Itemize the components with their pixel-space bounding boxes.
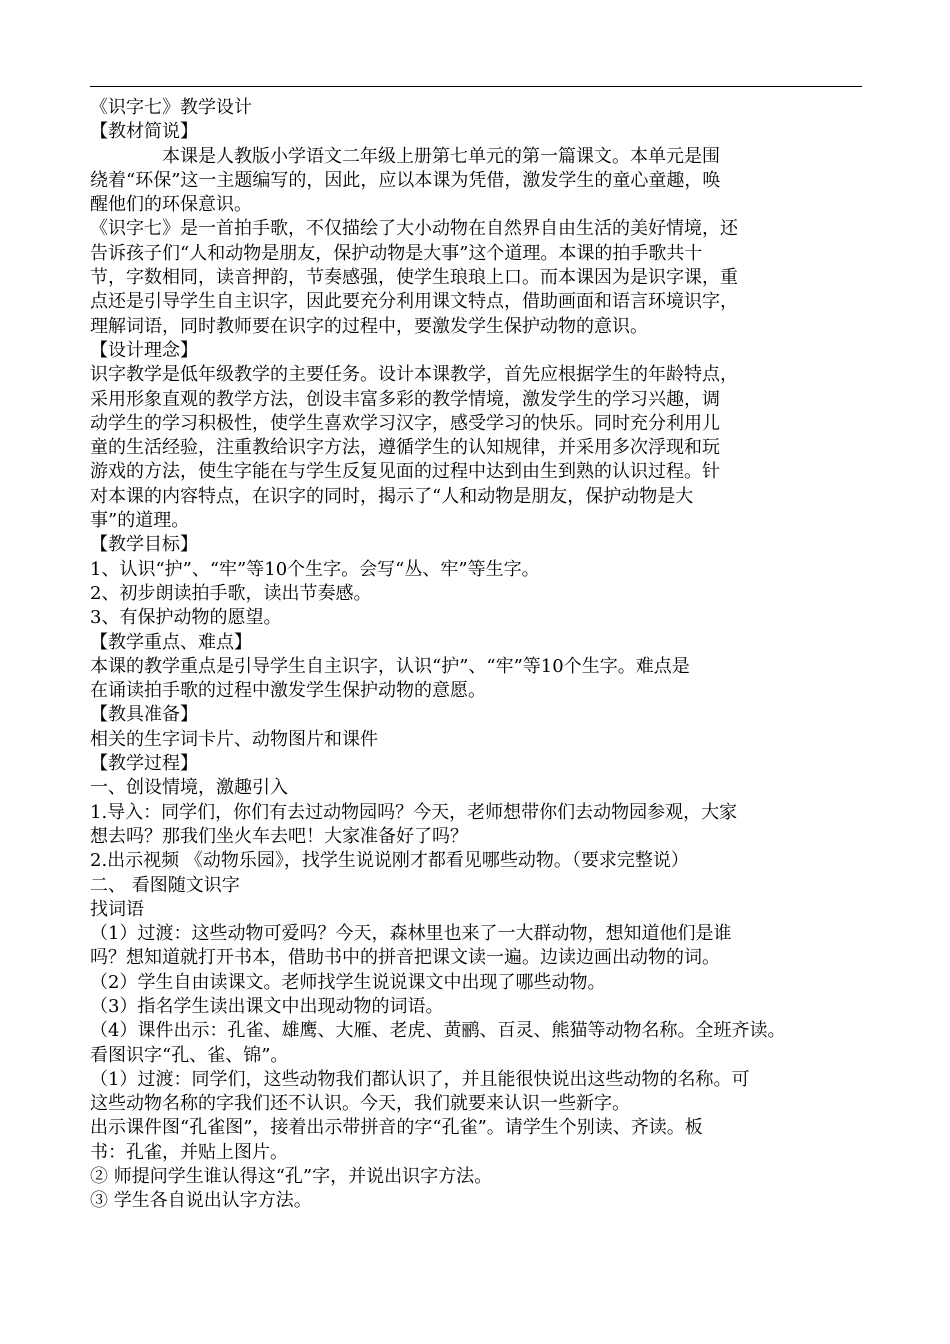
text-line: 1、认识“护”、“牢”等10个生字。会写“丛、牢”等生字。 [90, 558, 540, 580]
text-line: 3、有保护动物的愿望。 [90, 607, 282, 629]
text-line: （4）课件出示：孔雀、雄鹰、大雁、老虎、黄鹂、百灵、熊猫等动物名称。全班齐读。 [90, 1020, 786, 1042]
text-line: 【设计理念】 [90, 339, 198, 361]
text-line: 事”的道理。 [90, 510, 190, 532]
text-line: 书：孔雀，并贴上图片。 [90, 1141, 288, 1163]
text-line: 2、初步朗读拍手歌，读出节奏感。 [90, 582, 372, 604]
text-line: （2）学生自由读课文。老师找学生说说课文中出现了哪些动物。 [90, 971, 606, 993]
document-title: 《识字七》教学设计 [90, 97, 252, 118]
text-line: 找词语 [90, 898, 144, 920]
text-line: 《识字七》是一首拍手歌，不仅描绘了大小动物在自然界自由生活的美好情境，还 [90, 218, 738, 240]
text-line: 【教具准备】 [90, 704, 198, 726]
text-line: 出示课件图“孔雀图”，接着出示带拼音的字“孔雀”。请学生个别读、齐读。板 [90, 1117, 703, 1139]
document-body [90, 96, 862, 1214]
text-line: 【教材简说】 [90, 121, 198, 143]
text-line: 本课是人教版小学语文二年级上册第七单元的第一篇课文。本单元是围 [162, 145, 720, 167]
text-line: 这些动物名称的字我们还不认识。今天，我们就要来认识一些新字。 [90, 1093, 630, 1115]
text-line: 告诉孩子们“人和动物是朋友，保护动物是大事”这个道理。本课的拍手歌共十 [90, 242, 703, 264]
text-line: 【教学重点、难点】 [90, 631, 252, 653]
text-line: 【教学目标】 [90, 534, 198, 556]
text-line: （1）过渡：同学们，这些动物我们都认识了，并且能很快说出这些动物的名称。可 [90, 1068, 750, 1090]
text-line: 对本课的内容特点，在识字的同时，揭示了“人和动物是朋友，保护动物是大 [90, 485, 694, 507]
text-line: 一、创设情境，激趣引入 [90, 777, 288, 799]
text-line: 在诵读拍手歌的过程中激发学生保护动物的意愿。 [90, 680, 486, 702]
text-line: 醒他们的环保意识。 [90, 194, 252, 216]
text-line: 采用形象直观的教学方法，创设丰富多彩的教学情境，激发学生的学习兴趣，调 [90, 388, 720, 410]
text-line: 童的生活经验，注重教给识字方法，遵循学生的认知规律，并采用多次浮现和玩 [90, 437, 720, 459]
text-line: 本课的教学重点是引导学生自主识字，认识“护”、“牢”等10个生字。难点是 [90, 655, 690, 677]
text-line: 节，字数相同，读音押韵，节奏感强，使学生琅琅上口。而本课因为是识字课，重 [90, 267, 738, 289]
text-line: 2.出示视频 《动物乐园》，找学生说说刚才都看见哪些动物。（要求完整说） [90, 850, 689, 872]
header-rule [90, 86, 862, 87]
text-line: 点还是引导学生自主识字，因此要充分利用课文特点，借助画面和语言环境识字， [90, 291, 738, 313]
text-line: 看图识字“孔、雀、锦”。 [90, 1044, 289, 1066]
text-line: 想去吗？那我们坐火车去吧！大家准备好了吗？ [90, 825, 468, 847]
text-line: ③ 学生各自说出认字方法。 [90, 1190, 312, 1212]
text-line: 【教学过程】 [90, 753, 198, 775]
text-line: 游戏的方法，使生字能在与学生反复见面的过程中达到由生到熟的认识过程。针 [90, 461, 720, 483]
text-line: 吗？想知道就打开书本，借助书中的拼音把课文读一遍。边读边画出动物的词。 [90, 947, 720, 969]
text-line: ② 师提问学生谁认得这“孔”字，并说出识字方法。 [90, 1166, 493, 1188]
text-line: 绕着“环保”这一主题编写的，因此，应以本课为凭借，激发学生的童心童趣，唤 [90, 169, 721, 191]
text-line: 动学生的学习积极性，使学生喜欢学习汉字，感受学习的快乐。同时充分利用儿 [90, 412, 720, 434]
text-line: 1.导入：同学们，你们有去过动物园吗？今天，老师想带你们去动物园参观，大家 [90, 801, 738, 823]
text-line: 理解词语，同时教师要在识字的过程中，要激发学生保护动物的意识。 [90, 315, 648, 337]
text-line: 相关的生字词卡片、动物图片和课件 [90, 728, 378, 750]
text-line: （1）过渡：这些动物可爱吗？今天，森林里也来了一大群动物，想知道他们是谁 [90, 923, 732, 945]
text-line: 二、 看图随文识字 [90, 874, 240, 896]
text-line: （3）指名学生读出课文中出现动物的词语。 [90, 995, 444, 1017]
text-line: 识字教学是低年级教学的主要任务。设计本课教学，首先应根据学生的年龄特点， [90, 364, 738, 386]
